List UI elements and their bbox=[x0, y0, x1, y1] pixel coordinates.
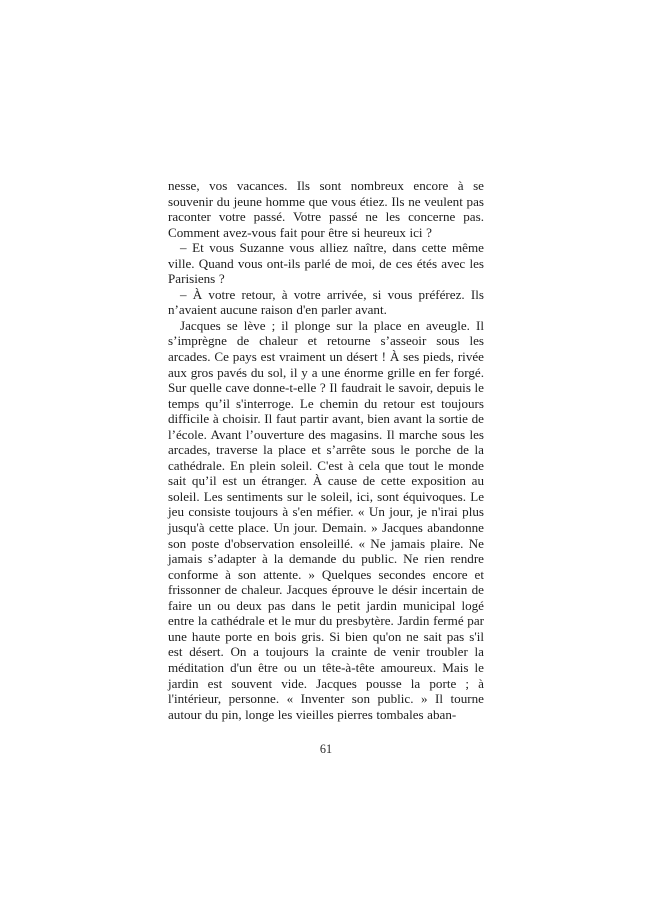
paragraph: – Et vous Suzanne vous alliez naître, dans cette même ville. Quand vous ont-ils parlé de moi, de ces étés avec les Parisiens ? bbox=[168, 240, 484, 287]
page-number: 61 bbox=[319, 742, 333, 756]
paragraph: – À votre retour, à votre arrivée, si vous préférez. Ils n’avaient aucune raison d'en parler avant. bbox=[168, 286, 484, 318]
paragraph: nesse, vos vacances. Ils sont nombreux encore à se souvenir du jeune homme que vous étiez. Ils ne veulent pas raconter votre passé. Votre passé ne les concerne pas. Comment avez-vous fait pour être si heureux ici ? bbox=[168, 178, 484, 240]
body-text-column bbox=[168, 178, 484, 722]
paragraph: Jacques se lève ; il plonge sur la place en aveugle. Il s’imprègne de chaleur et retourne s’asseoir sous les arcades. Ce pays est vraiment un désert ! À ses pieds, rivée aux gros pavés du sol, il y a une énorme grille en fer forgé. Sur quelle cave donne-t-elle ? Il faudrait le savoir, depuis le temps qu’il s'interroge. Le chemin du retour est toujours difficile à choisir. Il faut partir avant, bien avant la sortie de l’école. Avant l’ouverture des magasins. Il marche sous les arcades, traverse la place et s’arrête sous le porche de la cathédrale. En plein soleil. C'est à cela que tout le monde sait qu’il est un étranger. À cause de cette exposition au soleil. Les sentiments sur le soleil, ici, sont équivoques. Le jeu consiste toujours à s'en méfier. « Un jour, je n'irai plus jusqu'à cette place. Un jour. Demain. » Jacques abandonne son poste d'observation ensoleillé. « Ne jamais plaire. Ne jamais s’adapter à la demande du public. Ne rien rendre conforme à son attente. » Quelques secondes encore et frissonner de chaleur. Jacques éprouve le désir incertain de faire un ou deux pas dans le petit jardin municipal logé entre la cathédrale et le mur du presbytère. Jardin fermé par une haute porte en bois gris. Si bien qu'on ne sait pas s'il est désert. On a toujours la crainte de venir troubler la méditation d'un être ou un tête-à-tête amoureux. Mais le jardin est souvent vide. Jacques pousse la porte ; à l'intérieur, personne. « Inventer son public. » Il tourne autour du pin, longe les vieilles pierres tombales aban- bbox=[168, 317, 484, 722]
